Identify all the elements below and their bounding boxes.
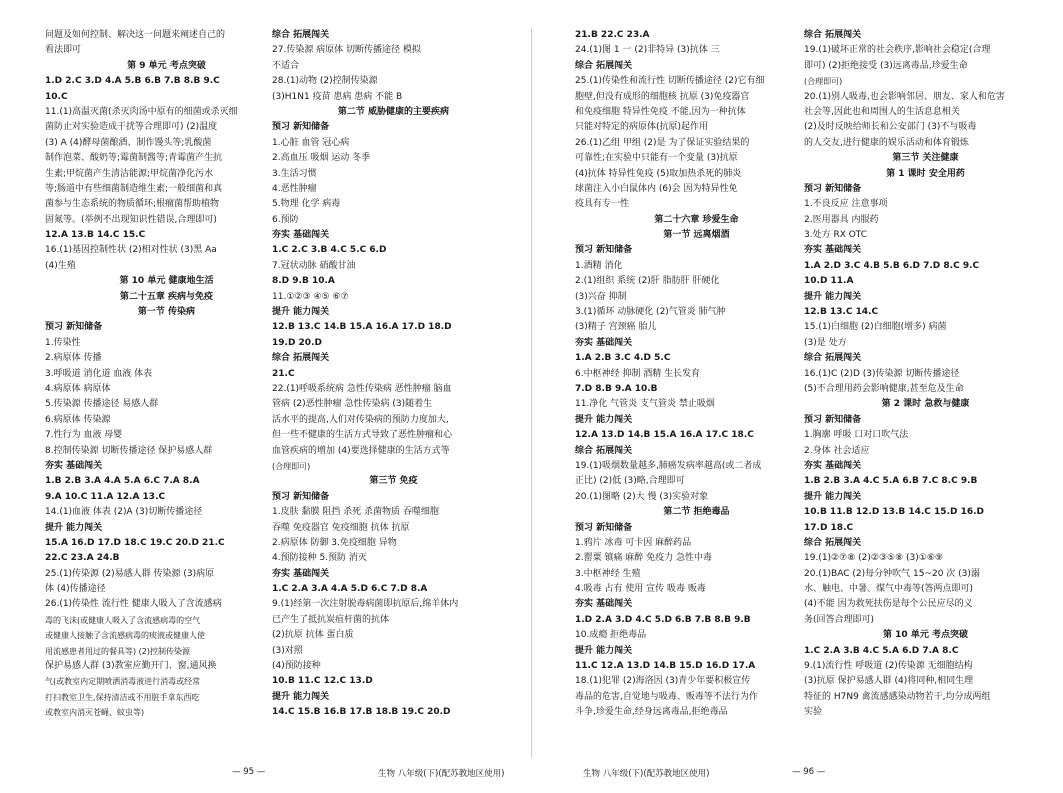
text-line: 制作泡菜、酸奶等;霉菌制酱等;青霉菌产生抗 — [45, 153, 223, 164]
text-line: 1.鸦片 冰毒 可卡因 麻醉药品 — [575, 537, 692, 548]
text-line: 3.处方 RX OTC — [804, 230, 868, 241]
subsection-label: 综合 拓展闯关 — [272, 353, 330, 364]
subsection-label: 综合 拓展闯关 — [272, 30, 330, 40]
text-line: 26.(1)传染性 流行性 健康人吸入了含流感病 — [45, 599, 222, 610]
answer-key-line: 19.D 20.D — [272, 337, 322, 348]
section-heading: 第 10 单元 健康地生活 — [119, 276, 214, 287]
text-line: 4.吸毒 占有 使用 宣传 吸毒 贩毒 — [575, 584, 706, 595]
text-line: 毒的飞沫(或健康人吸入了含流感病毒的空气 — [45, 615, 201, 625]
text-line: 5.物理 化学 病毒 — [272, 199, 341, 210]
page-gutter-divider — [531, 28, 532, 758]
text-line: 20.(1)图略 (2)大 慢 (3)实验对象 — [575, 491, 709, 502]
subsection-label: 综合 拓展闯关 — [804, 30, 862, 40]
text-line: 菌防止对实验造成干扰等合理即可) (2)温度 — [45, 122, 218, 133]
text-line: 球菌注入小白鼠体内 (6)会 因为特异性免 — [575, 183, 738, 194]
text-line: 的人交友,进行健康的娱乐活动和体育锻炼 — [804, 137, 969, 148]
text-line: (2)及时反映给师长和公安部门 (3)不与吸毒 — [804, 122, 977, 133]
text-line: 问题及如何控制、解决这一问题来阐述自己的 — [45, 30, 226, 40]
answer-key-line: 1.C 2.A 3.A 4.A 5.D 6.C 7.D 8.A — [272, 584, 428, 595]
text-line: 2.医用器具 内服药 — [804, 214, 879, 225]
text-line: (2)抗原 抗体 蛋白质 — [272, 630, 354, 641]
answer-column-2 — [272, 28, 515, 721]
answer-key-line: 10.C — [45, 91, 68, 102]
text-line: 15.(1)白细胞 (2)白细胞(增多) 病菌 — [804, 322, 947, 333]
section-heading: 第二十五章 疾病与免疫 — [119, 291, 214, 302]
answer-key-line: 12.B 13.C 14.B 15.A 16.A 17.D 18.D — [272, 322, 452, 333]
text-line: 斗争,珍爱生命,经身远离毒品,拒绝毒品 — [575, 707, 728, 718]
subsection-label: 提升 能力闯关 — [804, 491, 862, 502]
text-line: 社会等,因此也和周围人的生活息息相关 — [804, 106, 960, 117]
text-line: 11.净化 气管炎 支气管炎 禁止吸烟 — [575, 399, 715, 410]
text-line: 4.预防接种 5.预防 消灭 — [272, 553, 367, 564]
text-line: 菌参与生态系统的物质循环;根瘤菌帮助植物 — [45, 199, 220, 210]
subsection-label: 夯实 基础闯关 — [575, 599, 633, 610]
answer-key-line: 12.A 13.D 14.B 15.A 16.A 17.C 18.C — [575, 430, 754, 441]
text-line: 3.生活习惯 — [272, 168, 317, 179]
answer-column-1 — [45, 28, 288, 721]
text-line: (4)不能 因为救死扶伤是每个公民应尽的义 — [804, 599, 973, 610]
text-line: (3)抗原 保护易感人群 (4)将同种,相同生理 — [804, 676, 974, 687]
answer-key-line: 1.A 2.D 3.C 4.B 5.B 6.D 7.D 8.C 9.C — [804, 260, 980, 271]
text-line: 25.(1)传染源 (2)易感人群 传染源 (3)病原 — [45, 568, 215, 579]
text-line: 6.病原体 传染源 — [45, 414, 111, 425]
text-line: 胞壁,但没有成形的细胞核 抗原 (3)免疫器官 — [575, 91, 750, 102]
text-line: 不适合 — [272, 60, 300, 71]
answer-key-line: 8.D 9.B 10.A — [272, 276, 335, 287]
answer-key-line: 7.D 8.B 9.A 10.B — [575, 383, 658, 394]
text-line: 8.控制传染源 切断传播途径 保护易感人群 — [45, 445, 213, 456]
text-line: 1.酒精 消化 — [575, 260, 623, 271]
text-line: 25.(1)传染性和流行性 切断传播途径 (2)它有细 — [575, 76, 765, 87]
text-line: 可靠性;在实验中只能有一个变量 (3)抗原 — [575, 153, 738, 164]
text-line: 9.(1)流行性 呼吸道 (2)传染源 无细胞结构 — [804, 661, 973, 672]
text-line: 3.中枢神经 生殖 — [575, 568, 641, 579]
subsection-label: 预习 新知储备 — [272, 122, 330, 133]
text-line: 活水平的提高,人们对传染病的预防力度加大, — [272, 414, 449, 425]
text-line: 1.不良反应 注意事项 — [804, 199, 888, 210]
text-line: 2.(1)组织 系统 (2)肝 脂肪肝 肝硬化 — [575, 276, 720, 287]
text-line: 19.(1)吸烟数量越多,肺癌发病率越高(或二者成 — [575, 460, 762, 471]
answer-key-line: 10.B 11.B 12.D 13.B 14.C 15.D 16.D — [804, 507, 984, 518]
answer-key-line: 11.C 12.A 13.D 14.B 15.D 16.D 17.A — [575, 661, 756, 672]
text-line: 2.高血压 吸烟 运动 冬季 — [272, 153, 371, 164]
text-line: 务(回答合理即可) — [804, 614, 875, 625]
text-line: 只能对特定的病原体(抗原)起作用 — [575, 122, 709, 133]
text-line: 11.(1)高温灭菌(杀灭肉汤中原有的细菌或杀灭细 — [45, 106, 238, 117]
text-line: (3)对照 — [272, 645, 303, 656]
subsection-label: 夯实 基础闯关 — [272, 230, 330, 241]
text-line: 固氮等。(举例不出现知识性错误,合理即可) — [45, 214, 217, 225]
section-heading: 第一节 远离烟酒 — [663, 230, 730, 241]
text-line: 1.传染性 — [45, 337, 81, 348]
answer-key-line: 21.C — [272, 368, 295, 379]
subsection-label: 综合 拓展闯关 — [804, 353, 862, 364]
text-line: (4)抗体 特异性免疫 (5)取加热杀死的肺炎 — [575, 168, 742, 179]
text-line: 用流感患者用过的餐具等) (2)控制传染源 — [45, 646, 190, 656]
text-line: 4.恶性肿瘤 — [272, 183, 317, 194]
text-line: 实验 — [804, 707, 823, 718]
subsection-label: 夯实 基础闯关 — [804, 245, 862, 256]
text-line: 看法即可 — [45, 45, 82, 56]
text-line: (3)兴奋 抑制 — [575, 291, 627, 302]
left-book-title: 生物 八年级(下)(配苏教地区使用) — [378, 769, 505, 779]
text-line: 11.①②③ ④⑤ ⑥⑦ — [272, 291, 349, 302]
text-line: 疫具有专一性 — [575, 199, 630, 210]
text-line: 生素;甲烷菌产生清洁能源;甲烷菌净化污水 — [45, 168, 214, 179]
text-line: (3) A (4)酵母菌酿酒、制作馒头等;乳酸菌 — [45, 137, 212, 148]
text-line: (合理即可) — [272, 461, 311, 471]
text-line: 和免疫细胞 特异性免疫 不能,因为一种抗体 — [575, 106, 746, 117]
text-line: (4)预防接种 — [272, 661, 321, 672]
subsection-label: 提升 能力闯关 — [45, 522, 103, 533]
text-line: 1.胸廓 呼吸 口对口吹气法 — [804, 430, 909, 441]
answer-key-line: 10.D 11.A — [804, 276, 854, 287]
section-heading: 第二节 拒绝毒品 — [663, 507, 730, 518]
subsection-label: 预习 新知储备 — [272, 491, 330, 502]
right-book-title: 生物 八年级(下)(配苏教地区使用) — [583, 769, 710, 779]
text-line: 吞噬 免疫器官 免疫细胞 抗体 抗原 — [272, 522, 410, 533]
answer-key-line: 14.C 15.B 16.B 17.B 18.B 19.C 20.D — [272, 707, 451, 718]
answer-key-line: 1.D 2.A 3.D 4.C 5.D 6.B 7.B 8.B 9.B — [575, 614, 751, 625]
text-line: 已产生了抵抗炭疽杆菌的抗体 — [272, 614, 390, 625]
subsection-label: 夯实 基础闯关 — [45, 460, 103, 471]
answer-key-line: 10.B 11.C 12.C 13.D — [272, 676, 373, 687]
subsection-label: 综合 拓展闯关 — [804, 537, 862, 548]
text-line: 7.冠状动脉 硝酸甘油 — [272, 260, 356, 271]
section-heading: 第 10 单元 考点突破 — [883, 630, 968, 641]
text-line: 3.(1)循环 动脉硬化 (2)气管炎 肺气肿 — [575, 307, 726, 318]
text-line: 正比) (2)低 (3)略,合理即可 — [575, 476, 685, 487]
subsection-label: 提升 能力闯关 — [804, 291, 862, 302]
text-line: 6.中枢神经 抑制 酒精 生长发育 — [575, 368, 701, 379]
subsection-label: 预习 新知储备 — [575, 522, 633, 533]
answer-column-3 — [575, 28, 818, 721]
subsection-label: 综合 拓展闯关 — [575, 445, 633, 456]
text-line: 即可) (2)拒绝接受 (3)远离毒品,珍爱生命 — [804, 60, 968, 71]
text-line: 20.(1)别人吸毒,也会影响邻居、朋友、家人和危害 — [804, 91, 1005, 102]
text-line: 7.性行为 血液 母婴 — [45, 430, 123, 441]
answer-key-line: 1.B 2.B 3.A 4.C 5.A 6.B 7.C 8.C 9.B — [804, 476, 978, 487]
text-line: 19.(1)②⑦⑧ (2)②③⑤⑧ (3)①⑥⑨ — [804, 553, 943, 564]
section-heading: 第二十六章 珍爱生命 — [654, 214, 739, 225]
section-heading: 第二节 威胁健康的主要疾病 — [337, 106, 450, 117]
text-line: 1.皮肤 黏膜 阻挡 杀死 杀菌物质 吞噬细胞 — [272, 507, 439, 518]
subsection-label: 提升 能力闯关 — [575, 414, 633, 425]
subsection-label: 预习 新知储备 — [45, 322, 103, 333]
answer-column-4 — [804, 28, 1047, 721]
text-line: (5)不合理用药会影响健康,甚至危及生命 — [804, 383, 964, 394]
text-line: 22.(1)呼吸系统病 急性传染病 恶性肿瘤 脑血 — [272, 383, 452, 394]
text-line: 16.(1)基因控制性状 (2)相对性状 (3)黑 Aa — [45, 245, 217, 256]
text-line: 2.罂粟 镇痛 麻醉 免疫力 急性中毒 — [575, 553, 713, 564]
subsection-label: 提升 能力闯关 — [272, 307, 330, 318]
text-line: 体 (4)传播途径 — [45, 584, 106, 595]
text-line: 毒品的危害,自觉地与吸毒、贩毒等不法行为作 — [575, 691, 758, 702]
text-line: 16.(1)C (2)D (3)传染源 切断传播途径 — [804, 368, 960, 379]
text-line: 9.(1)经第一次注射脱毒病菌即抗原后,绵羊体内 — [272, 599, 459, 610]
text-line: 18.(1)犯罪 (2)海洛因 (3)青少年要积极宣传 — [575, 676, 751, 687]
text-line: 14.(1)血液 体表 (2)A (3)切断传播途径 — [45, 507, 203, 518]
text-line: 管病 (2)恶性肿瘤 急性传染病 (3)随着生 — [272, 399, 433, 410]
text-line: (3)精子 宫颈癌 胎儿 — [575, 322, 657, 333]
text-line: 或教室内消灭苍蝇、蚊虫等) — [45, 708, 145, 718]
text-line: 2.身体 社会适应 — [804, 445, 870, 456]
text-line: 等;肠道中有些细菌制造维生素;一般细菌和真 — [45, 183, 223, 194]
answer-key-line: 21.B 22.C 23.A — [575, 30, 650, 40]
text-line: 27.传染源 病原体 切断传播途径 模拟 — [272, 45, 421, 56]
subsection-label: 预习 新知储备 — [804, 183, 862, 194]
section-heading: 第 1 课时 安全用药 — [886, 168, 965, 179]
left-page-number: — 95 — — [232, 767, 266, 777]
subsection-label: 夯实 基础闯关 — [575, 337, 633, 348]
subsection-label: 提升 能力闯关 — [575, 645, 633, 656]
text-line: (3)H1N1 疫苗 患病 患病 不能 B — [272, 91, 403, 102]
text-line: 1.心脏 血管 冠心病 — [272, 137, 350, 148]
answer-key-line: 9.A 10.C 11.A 12.A 13.C — [45, 491, 166, 502]
section-heading: 第一节 传染病 — [137, 307, 196, 318]
answer-key-line: 22.C 23.A 24.B — [45, 553, 120, 564]
text-line: 5.传染源 传播途径 易感人群 — [45, 399, 159, 410]
subsection-label: 提升 能力闯关 — [272, 691, 330, 702]
text-line: 气(或教室内定期喷洒消毒液进行消毒或经常 — [45, 677, 201, 687]
right-page-number: — 96 — — [792, 767, 826, 777]
answer-key-line: 15.A 16.D 17.D 18.C 19.C 20.D 21.C — [45, 537, 225, 548]
text-line: 保护易感人群 (3)教室应勤开门、窗,通风换 — [45, 661, 217, 672]
text-line: 28.(1)动物 (2)控制传染源 — [272, 76, 378, 87]
section-heading: 第三节 关注健康 — [892, 153, 959, 164]
text-line: 10.成瘾 拒绝毒品 — [575, 630, 647, 641]
subsection-label: 预习 新知储备 — [804, 414, 862, 425]
section-heading: 第 2 课时 急救与健康 — [881, 399, 970, 410]
text-line: 3.呼吸道 消化道 血液 体表 — [45, 368, 153, 379]
text-line: 特征的 H7N9 禽流感感染动物若干,均分成两组 — [804, 691, 991, 702]
answer-key-line: 1.C 2.C 3.B 4.C 5.C 6.D — [272, 245, 387, 256]
text-line: 26.(1)乙组 甲组 (2)是 为了保证实验结果的 — [575, 137, 750, 148]
answer-key-line: 1.A 2.B 3.C 4.D 5.C — [575, 353, 671, 364]
text-line: (合理即可) — [804, 77, 843, 87]
subsection-label: 夯实 基础闯关 — [804, 460, 862, 471]
answer-key-line: 17.D 18.C — [804, 522, 854, 533]
text-line: 但一些不健康的生活方式导致了恶性肿瘤和心 — [272, 430, 453, 441]
subsection-label: 夯实 基础闯关 — [272, 568, 330, 579]
answer-key-line: 12.B 13.C 14.C — [804, 307, 879, 318]
section-heading: 第三节 免疫 — [369, 476, 418, 487]
section-heading: 第 9 单元 考点突破 — [127, 60, 206, 71]
text-line: (3)是 处方 — [804, 337, 847, 348]
text-line: 4.病原体 病原体 — [45, 383, 111, 394]
subsection-label: 预习 新知储备 — [575, 245, 633, 256]
text-line: 水、触电、中暑、煤气中毒等(答两点即可) — [804, 584, 974, 595]
text-line: 或健康人接触了含流感病毒的痰液或健康人使 — [45, 631, 205, 641]
text-line: 6.预防 — [272, 214, 299, 225]
text-line: 打扫教室卫生,保持清洁或不用脏手拿东西吃 — [45, 692, 200, 702]
text-line: 20.(1)BAC (2)每分钟吹气 15~20 次 (3)溺 — [804, 568, 980, 579]
text-line: 2.病原体 防御 3.免疫细胞 异物 — [272, 537, 397, 548]
text-line: 24.(1)图 1 一 (2)非特异 (3)抗体 三 — [575, 45, 720, 56]
answer-key-line: 1.D 2.C 3.D 4.A 5.B 6.B 7.B 8.B 9.C — [45, 76, 220, 87]
subsection-label: 综合 拓展闯关 — [575, 60, 633, 71]
text-line: 血管疾病的增加 (4)要选择健康的生活方式等 — [272, 445, 450, 456]
answer-key-line: 1.C 2.A 3.B 4.C 5.A 6.D 7.A 8.C — [804, 645, 959, 656]
text-line: 2.病原体 传播 — [45, 353, 102, 364]
answer-key-line: 12.A 13.B 14.C 15.C — [45, 230, 146, 241]
text-line: 19.(1)破坏正常的社会秩序,影响社会稳定(合理 — [804, 45, 991, 56]
answer-key-line: 1.B 2.B 3.A 4.A 5.A 6.C 7.A 8.A — [45, 476, 200, 487]
text-line: (4)生殖 — [45, 260, 76, 271]
